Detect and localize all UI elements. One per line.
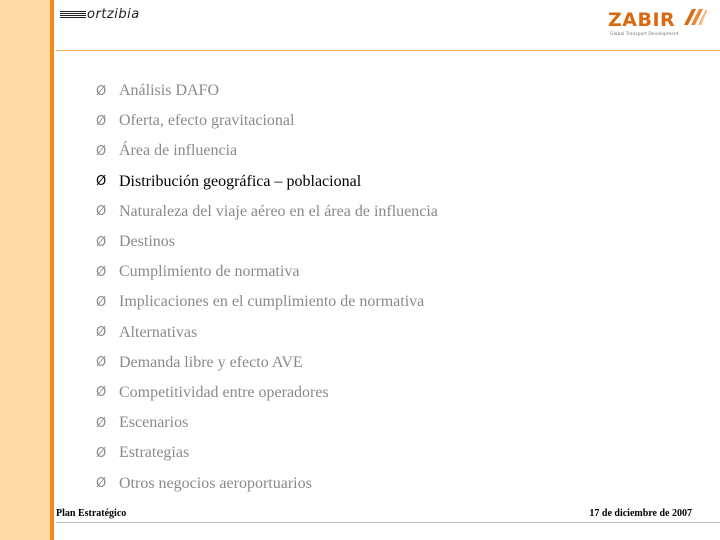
- arrow-bullet-icon: Ø: [96, 415, 107, 431]
- agenda-item-label: Distribución geográfica – poblacional: [119, 172, 362, 190]
- agenda-item: [96, 136, 438, 166]
- arrow-bullet-icon: Ø: [96, 234, 107, 250]
- agenda-item-label: Naturaleza del viaje aéreo en el área de influencia: [119, 202, 438, 220]
- arrow-bullet-icon: Ø: [96, 204, 107, 220]
- left-accent-bar: [0, 0, 52, 540]
- arrow-bullet-icon: Ø: [96, 476, 107, 492]
- arrow-bullet-icon: Ø: [96, 445, 107, 461]
- arrow-bullet-icon: Ø: [96, 294, 107, 310]
- arrow-bullet-icon: Ø: [96, 83, 107, 99]
- left-accent-bar-edge: [50, 0, 54, 540]
- agenda-item-label: Escenarios: [119, 414, 189, 432]
- agenda-item-label: Competitividad entre operadores: [119, 383, 329, 401]
- arrow-bullet-icon: Ø: [96, 385, 107, 401]
- agenda-item: [96, 197, 438, 227]
- agenda-item: [96, 106, 438, 136]
- agenda-item-label: Demanda libre y efecto AVE: [119, 353, 303, 371]
- agenda-list: [96, 76, 438, 499]
- agenda-item-label: Alternativas: [119, 323, 198, 341]
- arrow-bullet-icon: Ø: [96, 174, 107, 190]
- agenda-item-label: Destinos: [119, 233, 175, 251]
- agenda-item-current: [96, 167, 438, 197]
- header-divider: [56, 50, 720, 51]
- agenda-item: [96, 318, 438, 348]
- footer-document-title: Plan Estratégico: [56, 508, 127, 519]
- ortzibia-logo: [60, 6, 140, 22]
- agenda-item-label: Oferta, efecto gravitacional: [119, 112, 295, 130]
- ortzibia-logo-text: ortzibia: [87, 6, 140, 22]
- agenda-item-label: Estrategias: [119, 444, 190, 462]
- zabir-logo-text: ZABIR: [608, 9, 676, 31]
- agenda-item: [96, 287, 438, 317]
- agenda-item-label: Área de influencia: [119, 142, 238, 160]
- footer-date: 17 de diciembre de 2007: [589, 508, 692, 519]
- agenda-item: [96, 257, 438, 287]
- footer-divider: [56, 522, 720, 523]
- agenda-item: [96, 227, 438, 257]
- agenda-item: [96, 378, 438, 408]
- zabir-tagline: Global Transport Development: [610, 32, 679, 37]
- agenda-item: [96, 468, 438, 498]
- agenda-item-label: Análisis DAFO: [119, 82, 220, 100]
- arrow-bullet-icon: Ø: [96, 264, 107, 280]
- zabir-logo-icon: [682, 5, 708, 27]
- agenda-item: [96, 408, 438, 438]
- agenda-item-label: Cumplimiento de normativa: [119, 263, 300, 281]
- agenda-item-label: Implicaciones en el cumplimiento de normativa: [119, 293, 425, 311]
- agenda-item-label: Otros negocios aeroportuarios: [119, 474, 312, 492]
- zabir-logo: [606, 4, 716, 40]
- arrow-bullet-icon: Ø: [96, 325, 107, 341]
- agenda-item: [96, 348, 438, 378]
- agenda-item: [96, 438, 438, 468]
- arrow-bullet-icon: Ø: [96, 143, 107, 159]
- arrow-bullet-icon: Ø: [96, 355, 107, 371]
- ortzibia-logo-icon: [60, 11, 86, 18]
- arrow-bullet-icon: Ø: [96, 113, 107, 129]
- agenda-item: [96, 76, 438, 106]
